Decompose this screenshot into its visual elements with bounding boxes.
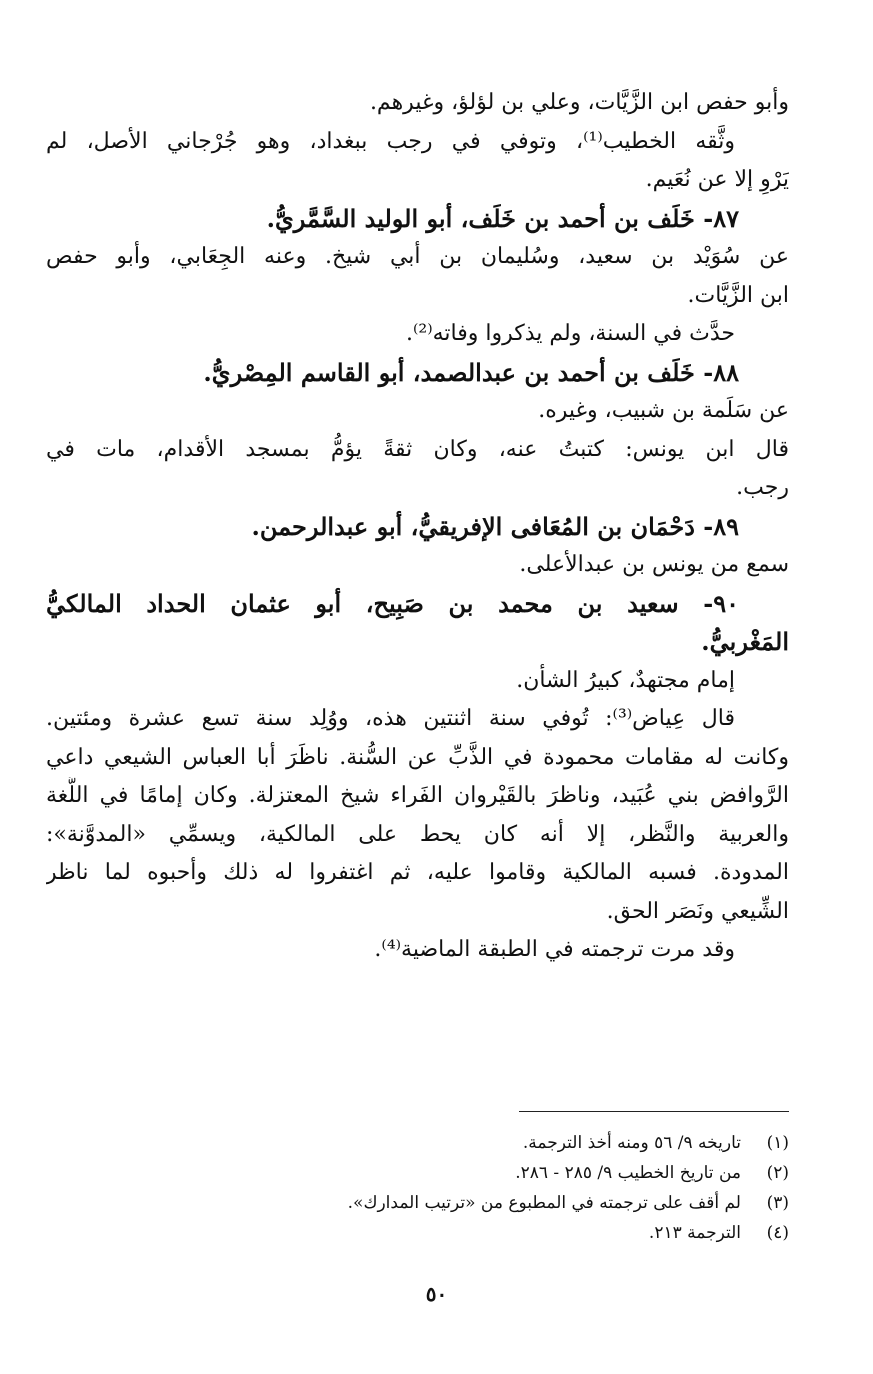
text-line: ابن الزَّيَّات. — [687, 282, 789, 308]
text-line: عن سُوَيْد بن سعيد، وسُليمان بن أبي شيخ. وعنه الجِعَابي، وأبو حفص — [46, 244, 789, 269]
text-line: حدَّث في السنة، ولم يذكروا وفاته⁽²⁾. — [405, 321, 735, 346]
page-number: ٥٠ — [425, 1282, 448, 1306]
footnote-text: الترجمة ٢١٣. — [648, 1223, 741, 1243]
text-line: الشِّيعي ونَصَر الحق. — [606, 898, 789, 924]
text-line: إمام مجتهدٌ، كبيرُ الشأن. — [516, 667, 735, 693]
footnote-item — [46, 1158, 789, 1188]
text-line: سمع من يونس بن عبدالأعلى. — [519, 552, 789, 577]
text-line: وكانت له مقامات محمودة في الذَّبِّ عن السُّنة. ناظَرَ أبا العباس الشيعي داعي — [46, 744, 789, 770]
text-line: وقد مرت ترجمته في الطبقة الماضية⁽⁴⁾. — [374, 937, 735, 962]
entry-heading-89: ٨٩- دَحْمَان بن المُعَافى الإفريقيُّ، أبو عبدالرحمن. — [251, 511, 739, 541]
page-body — [46, 84, 789, 970]
footnote-text: من تاريخ الخطيب ٩/ ٢٨٥ - ٢٨٦. — [515, 1163, 741, 1183]
footnote-text: لم أقف على ترجمته في المطبوع من «ترتيب المدارك». — [347, 1193, 741, 1213]
footnote-number: (١) — [766, 1133, 789, 1153]
footnote-item — [46, 1218, 789, 1248]
entry-heading-90-continued: المَغْربيُّ. — [701, 627, 789, 656]
text-line: قال ابن يونس: كتبتُ عنه، وكان ثقةً يؤمُّ بمسجد الأقدام، مات في — [46, 436, 789, 462]
footnote-number: (٢) — [766, 1163, 789, 1183]
footnote-number: (٤) — [766, 1223, 789, 1243]
text-line: والعربية والنَّظر، إلا أنه كان يحط على المالكية، ويسمِّي «المدوَّنة»: — [46, 821, 789, 847]
entry-heading-90: ٩٠- سعيد بن محمد بن صَبِيح، أبو عثمان الحداد المالكيُّ — [46, 588, 739, 618]
footnote-number: (٣) — [766, 1193, 789, 1213]
footnote-divider — [519, 1111, 789, 1112]
entry-heading-88: ٨٨- خَلَف بن أحمد بن عبدالصمد، أبو القاسم المِصْريُّ. — [203, 357, 739, 387]
text-line: الرَّوافض بني عُبَيد، وناظرَ بالقَيْروان الفَراء شيخ المعتزلة. وكان إمامًا في اللُّغة — [46, 783, 789, 808]
text-line: رجب. — [736, 475, 789, 500]
text-line: وأبو حفص ابن الزَّيَّات، وعلي بن لؤلؤ، وغيرهم. — [369, 90, 789, 115]
text-line: وثَّقه الخطيب⁽¹⁾، وتوفي في رجب ببغداد، وهو جُرْجاني الأصل، لم — [46, 128, 735, 154]
footnote-text: تاريخه ٩/ ٥٦ ومنه أخذ الترجمة. — [522, 1133, 741, 1153]
text-line: يَرْوِ إلا عن نُعَيم. — [645, 167, 789, 192]
text-line: عن سَلَمة بن شبيب، وغيره. — [538, 398, 789, 423]
entry-heading-87: ٨٧- خَلَف بن أحمد بن خَلَف، أبو الوليد السَّمَّريُّ. — [266, 203, 739, 233]
footnote-item — [46, 1188, 789, 1218]
footnotes — [46, 1128, 789, 1248]
text-line: المدودة. فسبه المالكية وقاموا عليه، ثم اغتفروا له ذلك وأحبوه لما ناظر — [46, 860, 789, 885]
text-line: قال عِياض⁽³⁾: تُوفي سنة اثنتين هذه، ووُلِد سنة تسع عشرة ومئتين. — [46, 706, 735, 731]
footnote-item — [46, 1128, 789, 1158]
